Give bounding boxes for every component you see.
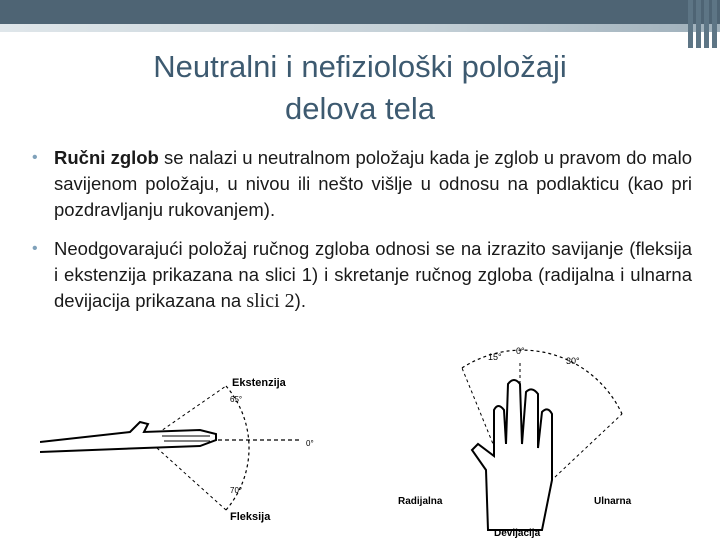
title-line-1: Neutralni i nefiziološki položaji (153, 49, 567, 84)
deviation-arc (462, 350, 622, 414)
forearm-hand-drawing (40, 422, 216, 452)
label-angle-zero: 0° (516, 346, 525, 356)
label-angle-zero: 0° (306, 439, 314, 448)
arc-radius-bottom (148, 440, 226, 510)
bullet-dot-icon: • (32, 149, 38, 166)
bullet-text: se nalazi u neutralnom položaju kada je zglob u pravom do malo savijenom položaju, u nivou ili nešto višlje u odnosu na podlakticu (kao pri pozdravljanju rukovanjem). (54, 147, 692, 220)
label-ulnarna: Ulnarna (594, 496, 632, 507)
bullet-item-wrist-neutral (32, 145, 692, 223)
label-fleksija: Fleksija (230, 511, 271, 523)
label-devijacija: Devijacija (494, 528, 541, 539)
bullet-end: ). (294, 290, 306, 311)
bullet-list (32, 145, 692, 327)
bullet-serif-text: slici 2 (246, 290, 295, 312)
label-angle-ext: 65° (230, 395, 243, 404)
label-angle-right: 30° (566, 356, 580, 366)
header-bar (0, 0, 720, 24)
figure-radial-ulnar-deviation (390, 340, 650, 540)
label-radijalna: Radijalna (398, 496, 443, 507)
label-ekstenzija: Ekstenzija (232, 377, 286, 389)
bullet-bold-term: Ručni zglob (54, 147, 159, 168)
bullet-item-wrist-improper (32, 236, 692, 314)
header-stripe (0, 24, 720, 32)
bullet-dot-icon: • (32, 240, 38, 257)
hand-drawing (472, 380, 552, 530)
slide-title (60, 46, 660, 130)
label-angle-flex: 70° (230, 486, 243, 495)
corner-decoration (686, 0, 720, 48)
title-line-2: delova tela (285, 91, 435, 126)
figure-flexion-extension (40, 360, 340, 530)
label-angle-left: 15° (488, 352, 502, 362)
bullet-text: Neodgovarajući položaj ručnog zgloba odnosi se na izrazito savijanje (fleksija i ekstenzija prikazana na slici 1) i skretanje ručnog zgloba (radijalna i ulnarna devijacija prikazana na (54, 238, 692, 311)
